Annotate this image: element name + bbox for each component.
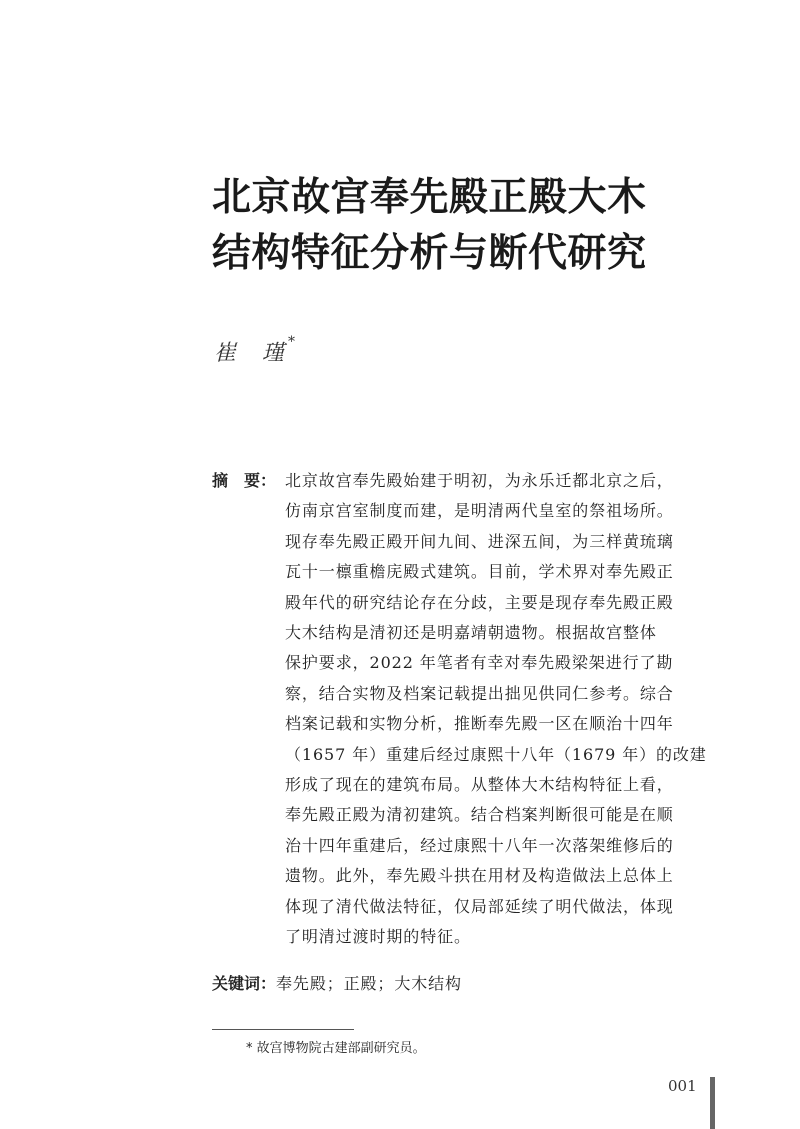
author-name: 崔 瑾 [214,341,287,366]
abstract-label: 摘 要： [212,471,277,490]
keywords-section [212,969,462,999]
article-title [212,170,732,282]
title-line-1: 北京故宫奉先殿正殿大木 [212,175,647,220]
abstract-line: 瓦十一檩重檐庑殿式建筑。目前，学术界对奉先殿正 [285,562,674,582]
abstract-line: 殿年代的研究结论存在分歧，主要是现存奉先殿正殿 [285,592,674,612]
abstract-line: 遗物。此外，奉先殿斗拱在用材及构造做法上总体上 [285,866,674,886]
abstract-line: 体现了清代做法特征，仅局部延续了明代做法，体现 [285,896,674,916]
footnote-divider [212,1029,354,1030]
footnote: * 故宫博物院古建部副研究员。 [246,1041,426,1056]
abstract-line: 形成了现在的建筑布局。从整体大木结构特征上看， [285,775,674,795]
abstract-line: 档案记载和实物分析，推断奉先殿一区在顺治十四年 [285,714,674,734]
abstract-line: 仿南京宫室制度而建，是明清两代皇室的祭祖场所。 [285,501,674,521]
abstract-line: 保护要求，2022 年笔者有幸对奉先殿梁架进行了勘 [285,653,674,673]
abstract-line: 了明清过渡时期的特征。 [285,927,471,947]
page-edge-bar [710,1077,715,1129]
abstract-line: 治十四年重建后，经过康熙十八年一次落架维修后的 [285,835,674,855]
abstract-line: 北京故宫奉先殿始建于明初，为永乐迁都北京之后， [285,471,674,490]
abstract-body [285,466,725,953]
author-byline [214,336,297,367]
abstract-line: 大木结构是清初还是明嘉靖朝遗物。根据故宫整体 [285,623,657,643]
abstract-line: 奉先殿正殿为清初建筑。结合档案判断很可能是在顺 [285,805,674,825]
title-line-2: 结构特征分析与断代研究 [212,231,647,276]
abstract-line: 现存奉先殿正殿开间九间、进深五间，为三样黄琉璃 [285,531,674,551]
keywords-label: 关键词： [212,974,277,993]
abstract-line: （1657 年）重建后经过康熙十八年（1679 年）的改建 [285,744,707,764]
page-number: 001 [668,1077,697,1095]
keywords-value: 奉先殿；正殿；大木结构 [276,974,462,993]
abstract-line: 察，结合实物及档案记载提出拙见供同仁参考。综合 [285,683,674,703]
author-footnote-marker: * [288,334,298,350]
